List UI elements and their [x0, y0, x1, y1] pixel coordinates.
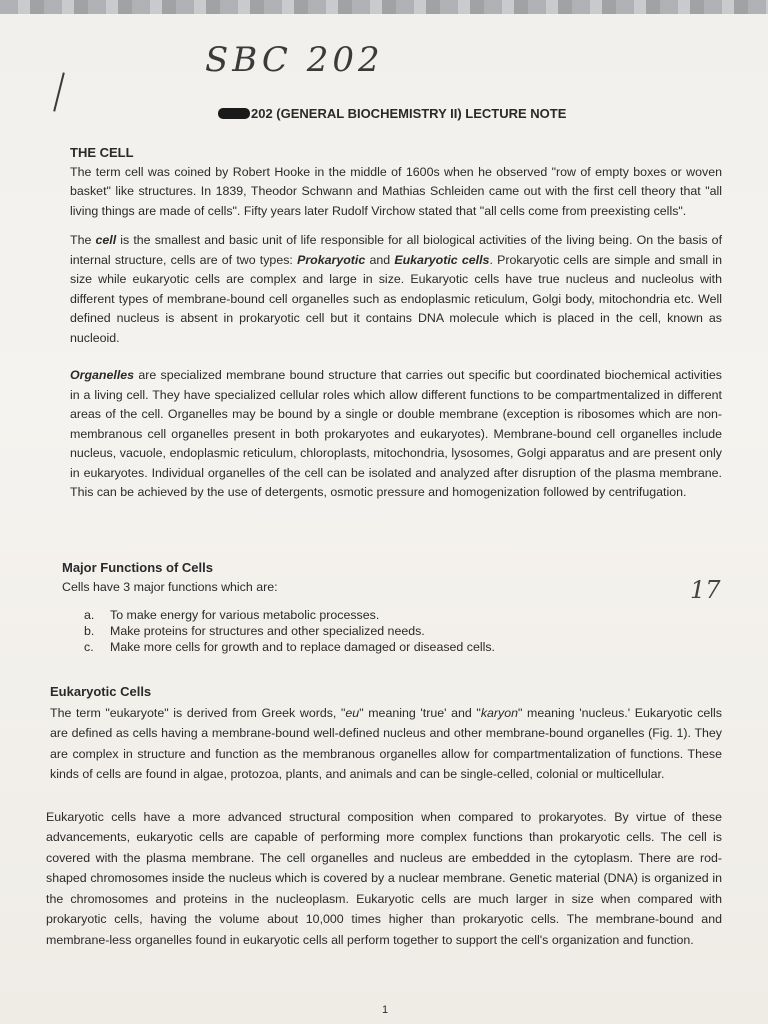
- section-eukaryotic-cells: [46, 682, 723, 950]
- term-karyon: karyon: [480, 705, 519, 720]
- section-heading-eukaryotic: Eukaryotic Cells: [50, 684, 152, 699]
- paragraph-organelles: [70, 366, 722, 503]
- text-run: " meaning 'true' and ": [359, 705, 481, 720]
- section-heading-the-cell: THE CELL: [70, 145, 134, 160]
- functions-intro: Cells have 3 major functions which are:: [62, 579, 278, 594]
- handwritten-margin-mark: 17: [690, 576, 721, 604]
- handwritten-course-code: SBC 202: [205, 40, 384, 80]
- term-organelles: Organelles: [70, 368, 135, 382]
- section-heading-major-functions: Major Functions of Cells: [62, 560, 213, 575]
- list-text: Make proteins for structures and other specialized needs.: [110, 624, 425, 638]
- term-prokaryotic: Prokaryotic: [297, 252, 366, 267]
- text-run: are specialized membrane bound structure that carries out specific but coordinated biochemical activities in a living cell. They have specialized cellular roles which allow different functions to be compartmentalized in different areas of the cell. Organelles may be bound by a single or double membrane (exception is ribosomes which are non-membranous cell organelles present in both prokaryotes and eukaryotes). Membrane-bound cell organelles include nucleus, vacuole, endoplasmic reticulum, chloroplasts, mitochondria, lysosomes, Golgi apparatus and are present only in eukaryotes. Individual organelles of the cell can be isolated and analyzed after disruption of the plasma membrane. This can be achieved by the use of detergents, osmotic pressure and homogenization followed by centrifugation.: [70, 368, 722, 499]
- page-number: 1: [382, 1004, 389, 1016]
- text-run: " meaning 'nucleus.' Eukaryotic cells are defined as cells having a membrane-bound well-defined nucleus and other membrane-bound organelles (Fig. 1). They are complex in structure and function as the membranous organelles allow for compartmentalization of functions. These kinds of cells are found in algae, protozoa, plants, and animals and can be single-celled, colonial or multicellular.: [50, 705, 723, 781]
- list-letter: a.: [84, 608, 95, 622]
- list-letter: c.: [84, 640, 94, 654]
- list-text: To make energy for various metabolic processes.: [110, 608, 380, 622]
- text-run: The: [70, 233, 96, 247]
- paragraph-cell-history: The term cell was coined by Robert Hooke in the middle of 1600s when he observed "row of empty boxes or woven basket" like structures. In 1839, Theodor Schwann and Mathias Schleiden came out with the first cell theory that "all living things are made of cells". Fifty years later Rudolf Virchow stated that "all cells come from preexisting cells".: [70, 164, 722, 218]
- term-eu: eu: [345, 705, 360, 720]
- section-the-cell: [70, 143, 722, 503]
- handwritten-slash-mark: [53, 72, 65, 111]
- functions-list: [84, 607, 702, 655]
- list-item: [84, 623, 702, 639]
- list-item: [84, 639, 702, 655]
- document-title: [218, 106, 566, 121]
- list-text: Make more cells for growth and to replace damaged or diseased cells.: [110, 640, 495, 654]
- list-letter: b.: [84, 624, 95, 638]
- document-title-text: 202 (GENERAL BIOCHEMISTRY II) LECTURE NOTE: [251, 106, 567, 121]
- section-major-functions: [62, 558, 702, 655]
- text-run: is the smallest and basic unit of life responsible for all biological activities of the living being. On the basis of internal structure, cells are of two types:: [70, 233, 723, 267]
- redaction-mark: [218, 108, 250, 119]
- text-run: The term "eukaryote" is derived from Greek words, ": [50, 705, 346, 720]
- text-run: and: [365, 252, 395, 267]
- paragraph-eukaryote-definition: [50, 703, 722, 785]
- term-eukaryotic: Eukaryotic cells: [394, 252, 490, 267]
- term-cell: cell: [95, 233, 117, 247]
- list-item: [84, 607, 702, 623]
- text-run: . Prokaryotic cells are simple and small in size while eukaryotic cells are complex and large in size. Eukaryotic cells have true nucleus and nucleolus with different types of membrane-bound cell organelles such as endoplasmic reticulum, Golgi body, mitochondria etc. Well defined nucleus is absent in prokaryotic cell but it contains DNA molecule which is placed in the cell, known as nucleoid.: [70, 252, 723, 345]
- paragraph-eukaryote-structure: Eukaryotic cells have a more advanced structural composition when compared to prokaryotes. By virtue of these advancements, eukaryotic cells are capable of performing more complex functions than prokaryotic cells. The cell is covered with the plasma membrane. The cell organelles and nucleus are embedded in the cytoplasm. There are rod-shaped chromosomes inside the nucleus which is covered by a nuclear membrane. Genetic material (DNA) is organized in the chromosomes and proteins in the nucleoplasm. Eukaryotic cells are much larger in size when compared with prokaryotic cells, having the volume about 10,000 times higher than prokaryotic cells. The membrane-bound and membrane-less organelles found in eukaryotic cells all perform together to support the cell's organization and function.: [46, 809, 722, 947]
- paragraph-cell-definition: [70, 231, 722, 348]
- page-top-edge: [0, 0, 768, 14]
